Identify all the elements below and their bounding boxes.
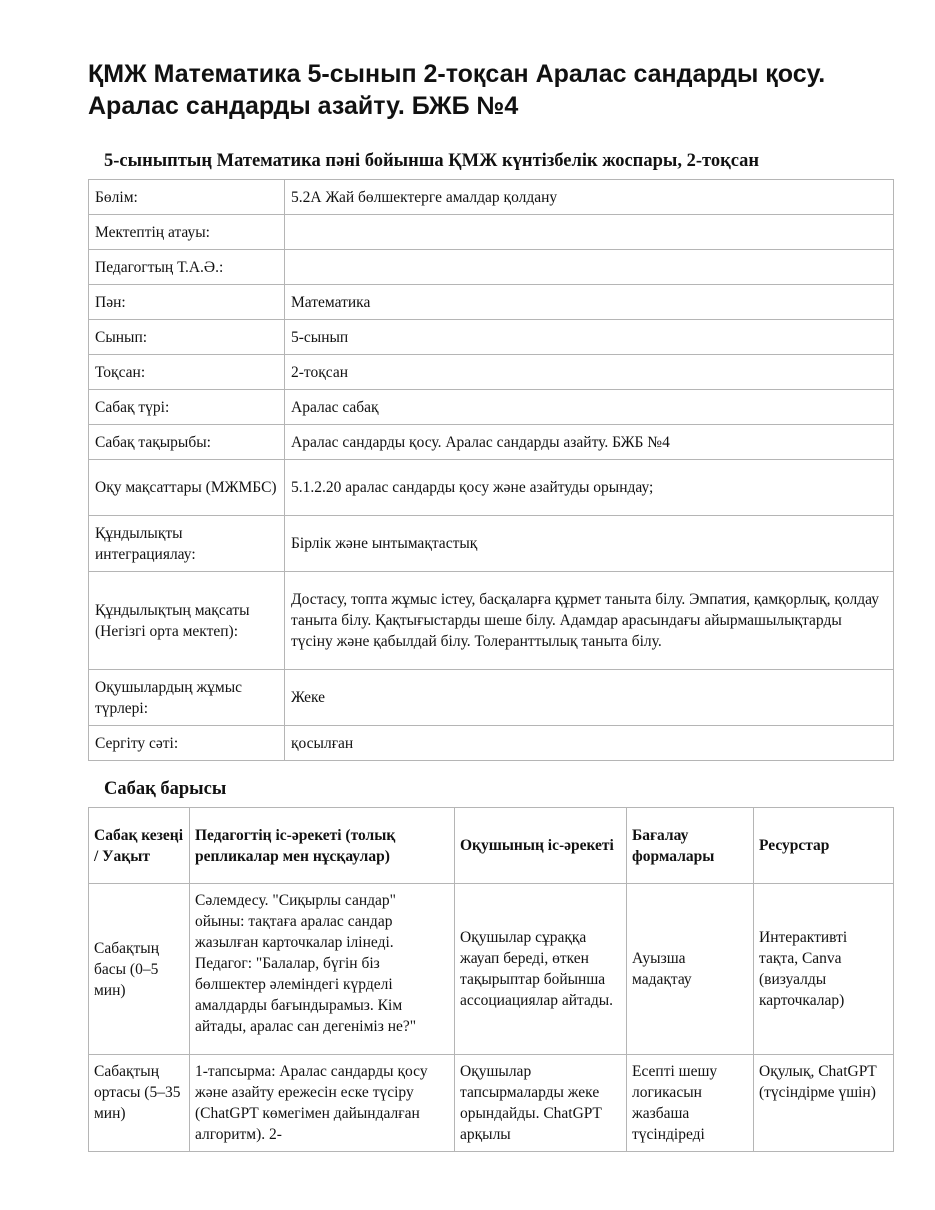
row-label: Құндылықтың мақсаты (Негізгі орта мектеп): [89,572,285,670]
table-row [89,180,894,215]
assessment-cell: Есепті шешу логикасын жазбаша түсіндіреді [627,1055,754,1152]
table-row [89,215,894,250]
table-row [89,726,894,761]
table-row [89,425,894,460]
row-value: Бірлік және ынтымақтастық [285,516,894,572]
table-row [89,670,894,726]
row-value: Аралас сандарды қосу. Аралас сандарды азайту. БЖБ №4 [285,425,894,460]
table-row [89,320,894,355]
row-label: Сабақ түрі: [89,390,285,425]
page-title: ҚМЖ Математика 5-сынып 2-тоқсан Аралас сандарды қосу. Аралас сандарды азайту. БЖБ №4 [88,60,826,120]
stage-cell: Сабақтың ортасы (5–35 мин) [89,1055,190,1152]
row-label: Бөлім: [89,180,285,215]
row-value: Жеке [285,670,894,726]
table-row [89,572,894,670]
table-row [89,250,894,285]
table-header-row [89,808,894,884]
row-label: Сергіту сәті: [89,726,285,761]
table-row [89,460,894,516]
row-label: Тоқсан: [89,355,285,390]
resources-cell: Интерактивті тақта, Canva (визуалды карточкалар) [754,884,894,1055]
row-label: Пән: [89,285,285,320]
row-value: 2-тоқсан [285,355,894,390]
student-cell: Оқушылар сұраққа жауап береді, өткен тақырыптар бойынша ассоциациялар айтады. [455,884,627,1055]
teacher-cell: Сәлемдесу. "Сиқырлы сандар" ойыны: тақтаға аралас сандар жазылған карточкалар ілінеді. Педагог: "Балалар, бүгін біз бөлшектер әлеміндегі күрделі амалдарды бағындырамыз. Кім айтады, аралас сан дегеніміз не?" [190,884,455,1055]
row-label: Сабақ тақырыбы: [89,425,285,460]
row-value: Аралас сабақ [285,390,894,425]
row-value: 5.1.2.20 аралас сандарды қосу және азайтуды орындау; [285,460,894,516]
row-value [285,250,894,285]
header-teacher: Педагогтің іс-әрекеті (толық репликалар мен нұсқаулар) [190,808,455,884]
plan-subtitle: 5-сыныптың Математика пәні бойынша ҚМЖ күнтізбелік жоспары, 2-тоқсан [104,151,760,171]
lesson-flow-table [88,807,894,1152]
row-label: Сынып: [89,320,285,355]
row-value: Математика [285,285,894,320]
teacher-cell: 1-тапсырма: Аралас сандарды қосу және азайту ережесін еске түсіру (ChatGPT көмегімен дайындалған алгоритм). 2- [190,1055,455,1152]
assessment-cell: Ауызша мадақтау [627,884,754,1055]
table-row [89,390,894,425]
header-stage: Сабақ кезеңі / Уақыт [89,808,190,884]
table-row [89,884,894,1055]
row-label: Құндылықты интеграциялау: [89,516,285,572]
table-row [89,355,894,390]
header-student: Оқушының іс-әрекеті [455,808,627,884]
student-cell: Оқушылар тапсырмаларды жеке орындайды. ChatGPT арқылы [455,1055,627,1152]
row-value: 5-сынып [285,320,894,355]
row-value: Достасу, топта жұмыс істеу, басқаларға құрмет таныта білу. Эмпатия, қамқорлық, қолдау таныта білу. Қақтығыстарды шеше білу. Адамдар арасындағы айырмашылықтарды түсіну және қабылдай білу. Толеранттылық таныта білу. [285,572,894,670]
row-label: Педагогтың Т.А.Ә.: [89,250,285,285]
resources-cell: Оқулық, ChatGPT (түсіндірме үшін) [754,1055,894,1152]
row-value: қосылған [285,726,894,761]
table-row [89,285,894,320]
row-value: 5.2А Жай бөлшектерге амалдар қолдану [285,180,894,215]
stage-cell: Сабақтың басы (0–5 мин) [89,884,190,1055]
header-resources: Ресурстар [754,808,894,884]
row-label: Мектептің атауы: [89,215,285,250]
lesson-section-title: Сабақ барысы [104,779,227,799]
header-assessment: Бағалау формалары [627,808,754,884]
row-label: Оқушылардың жұмыс түрлері: [89,670,285,726]
row-value [285,215,894,250]
row-label: Оқу мақсаттары (МЖМБС) [89,460,285,516]
table-row [89,516,894,572]
lesson-info-table [88,179,894,761]
table-row [89,1055,894,1152]
